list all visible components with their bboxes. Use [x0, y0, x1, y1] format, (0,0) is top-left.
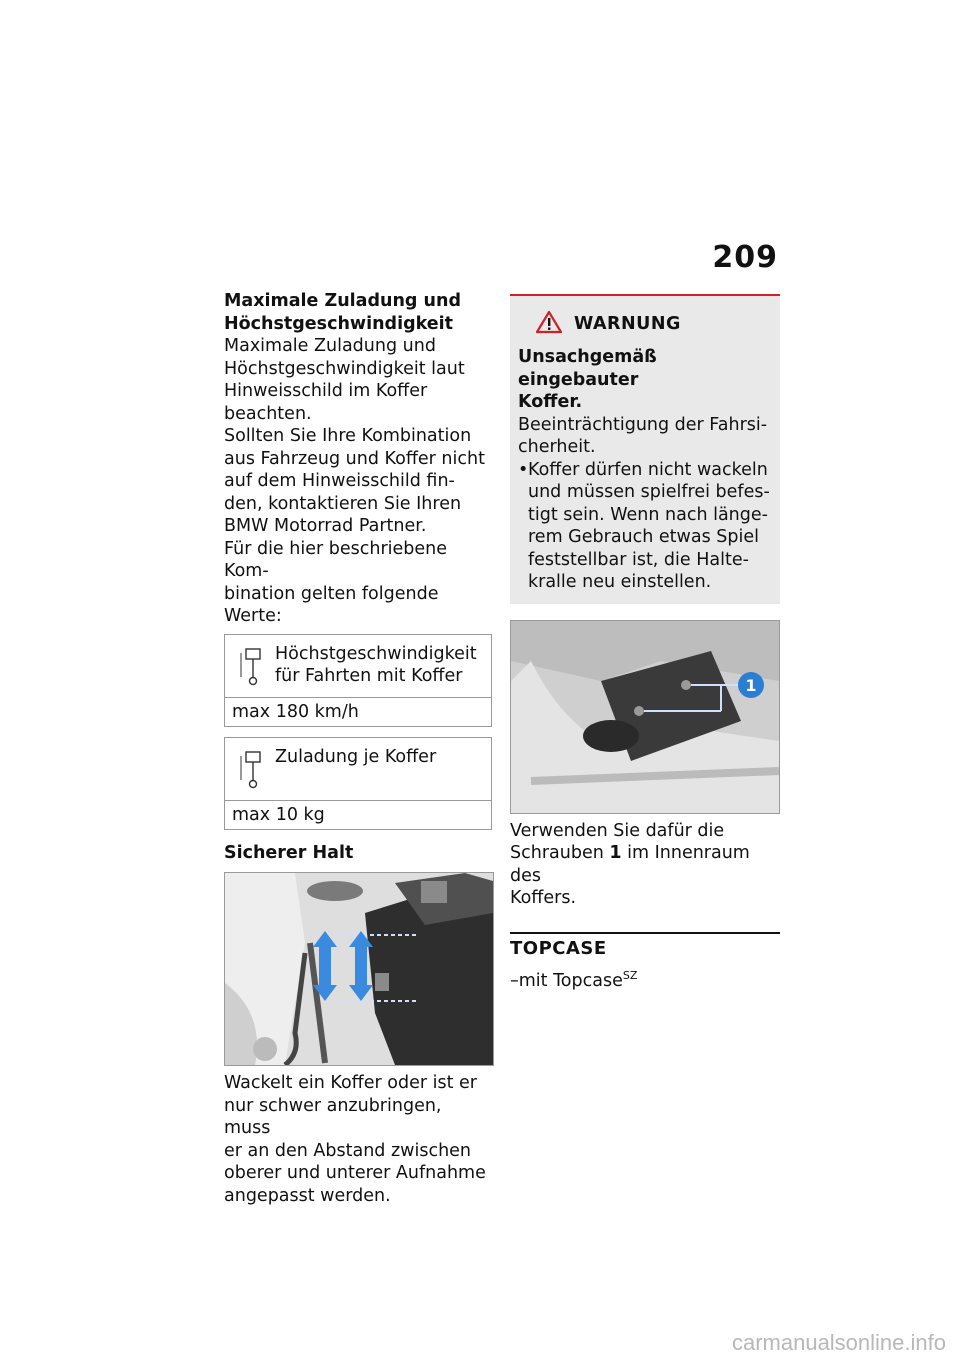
figure-caption	[224, 1072, 492, 1207]
caption-line: Koffers.	[510, 888, 577, 908]
paragraph-line: auf dem Hinweisschild fin-	[224, 471, 455, 491]
info-sign-icon	[237, 750, 267, 794]
bullet-dot-icon: •	[518, 459, 529, 480]
bullet-line: tigt sein. Wenn nach länge-	[528, 504, 768, 525]
info-sign-icon	[237, 647, 267, 691]
caption-text: Schrauben	[510, 843, 610, 863]
bullet-line: rem Gebrauch etwas Spiel	[528, 527, 759, 547]
bullet-line: Koffer dürfen nicht wackeln	[528, 459, 768, 480]
right-column	[510, 294, 780, 992]
spec-label-line: für Fahrten mit Koffer	[275, 666, 463, 686]
caption-line: Verwenden Sie dafür die	[510, 820, 725, 841]
figure-case-mount	[224, 872, 494, 1066]
section-heading-secure-hold: Sicherer Halt	[224, 842, 354, 863]
warning-title: WARNUNG	[574, 314, 681, 334]
figure-case-interior	[510, 620, 780, 814]
option-code: SZ	[622, 968, 638, 982]
spec-label-line: Höchstgeschwindigkeit	[275, 643, 477, 664]
watermark: carmanualsonline.info	[731, 1330, 946, 1355]
topcase-note	[510, 965, 780, 992]
bullet-line: feststellbar ist, die Halte-	[528, 549, 749, 570]
paragraph-line: beachten.	[224, 403, 312, 424]
warning-box	[510, 294, 780, 604]
warning-heading-line: Unsachgemäß eingebauter	[518, 347, 657, 390]
caption-line: er an den Abstand zwischen	[224, 1140, 472, 1161]
caption-line: oberer und unterer Aufnahme	[224, 1163, 486, 1183]
paragraph-line: Höchstgeschwindigkeit laut	[224, 358, 465, 379]
paragraph-line: Hinweisschild im Koffer	[224, 381, 428, 401]
bullet-line: und müssen spielfrei befes-	[528, 482, 770, 502]
spec-label-line: Zuladung je Koffer	[275, 746, 437, 767]
spec-box-max-speed	[224, 634, 492, 727]
caption-line: nur schwer anzubringen, muss	[224, 1095, 442, 1138]
warning-bullet	[518, 459, 770, 594]
paragraph-line: aus Fahrzeug und Koffer nicht	[224, 448, 485, 469]
spec-value: max 10 kg	[225, 800, 491, 829]
caption-text: im Innenraum des	[510, 843, 750, 886]
warning-heading-line: Koffer.	[518, 392, 583, 412]
section-heading-line2: Höchstgeschwindigkeit	[224, 313, 454, 334]
paragraph-line: bination gelten folgende Werte:	[224, 583, 439, 626]
warning-text-line: cherheit.	[518, 437, 596, 457]
page-number: 209	[712, 240, 778, 275]
caption-line	[510, 842, 780, 887]
callout-number: 1	[745, 675, 757, 695]
spec-box-payload	[224, 737, 492, 830]
paragraph-line: Für die hier beschriebene Kom-	[224, 538, 447, 581]
paragraph-line: den, kontaktieren Sie Ihren	[224, 493, 462, 514]
figure-caption	[510, 820, 780, 910]
paragraph-line: BMW Motorrad Partner.	[224, 516, 427, 536]
warning-triangle-icon	[536, 310, 562, 338]
caption-line: Wackelt ein Koffer oder ist er	[224, 1073, 477, 1093]
spec-value: max 180 km/h	[225, 697, 491, 726]
paragraph-1	[224, 335, 492, 425]
section-heading-line1: Maximale Zuladung und	[224, 291, 461, 311]
bullet-line: kralle neu einstellen.	[528, 572, 712, 592]
paragraph-2	[224, 425, 492, 538]
left-column	[224, 290, 492, 1207]
caption-line: angepasst werden.	[224, 1185, 391, 1206]
section-divider	[510, 932, 780, 934]
callout-reference: 1	[609, 843, 622, 863]
section-title-topcase: TOPCASE	[510, 937, 607, 959]
paragraph-line: Sollten Sie Ihre Kombination	[224, 426, 472, 446]
warning-text-line: Beeinträchtigung der Fahrsi-	[518, 414, 768, 435]
topcase-text: –mit Topcase	[510, 970, 623, 991]
paragraph-3	[224, 538, 492, 628]
paragraph-line: Maximale Zuladung und	[224, 336, 436, 356]
